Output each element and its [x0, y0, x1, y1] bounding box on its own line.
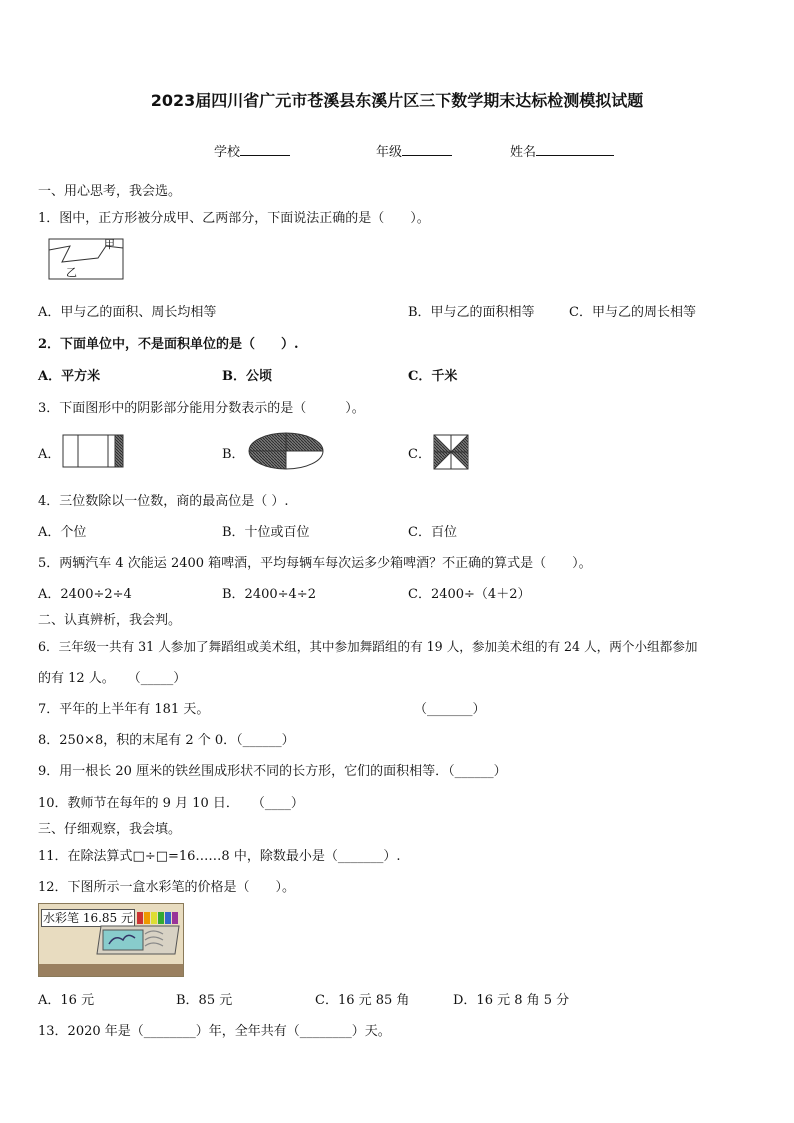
q12-option-c[interactable]: C．16 元 85 角 [315, 993, 410, 1008]
school-label: 学校 [214, 145, 241, 160]
q4-stem: 4．三位数除以一位数，商的最高位是（ ）. [38, 494, 289, 509]
page-title: 2023届四川省广元市苍溪县东溪片区三下数学期末达标检测模拟试题 [150, 91, 644, 110]
q5-option-a[interactable]: A．2400÷2÷4 [38, 587, 132, 602]
section-3-heading: 三、仔细观察，我会填。 [38, 822, 182, 837]
q3-option-c[interactable]: C． [408, 447, 431, 462]
grade-label: 年级 [376, 145, 403, 160]
q7-stem: 7．平年的上半年有 181 天。 [38, 702, 210, 717]
grade-field[interactable] [376, 141, 452, 160]
school-field[interactable] [214, 141, 290, 160]
q12-option-a[interactable]: A．16 元 [38, 993, 95, 1008]
q10-stem[interactable]: 10．教师节在每年的 9 月 10 日． （____） [38, 796, 304, 811]
q12-option-d[interactable]: D．16 元 8 角 5 分 [453, 993, 570, 1008]
q12-marker-box-icon [39, 904, 183, 976]
q1-option-b[interactable]: B．甲与乙的面积相等 [408, 305, 535, 320]
q1-option-c[interactable]: C．甲与乙的周长相等 [569, 305, 696, 320]
section-2-heading: 二、认真辨析，我会判。 [38, 613, 182, 628]
q7-answer-blank[interactable]: （_______） [414, 702, 486, 717]
q4-option-c[interactable]: C．百位 [408, 525, 457, 540]
q13-stem[interactable]: 13．2020 年是（________）年，全年共有（________）天。 [38, 1024, 391, 1039]
q2-option-c[interactable]: C．千米 [408, 369, 458, 384]
q3-option-a[interactable]: A． [38, 447, 61, 462]
q5-option-c[interactable]: C．2400÷（4＋2） [408, 587, 531, 602]
q3-option-b[interactable]: B． [222, 447, 245, 462]
q2-option-b[interactable]: B．公顷 [222, 369, 272, 384]
q9-stem[interactable]: 9．用一根长 20 厘米的铁丝围成形状不同的长方形，它们的面积相等．（______） [38, 764, 507, 779]
q12-stem: 12．下图所示一盒水彩笔的价格是（ ）。 [38, 880, 296, 895]
q3-figure-b-ellipse [247, 431, 325, 471]
q8-stem[interactable]: 8．250×8，积的末尾有 2 个 0．（______） [38, 733, 295, 748]
q4-option-a[interactable]: A．个位 [38, 525, 87, 540]
q12-option-b[interactable]: B．85 元 [176, 993, 233, 1008]
q6-line-2[interactable]: 的有 12 人。 （_____） [38, 671, 187, 686]
q6-line-1: 6．三年级一共有 31 人参加了舞蹈组或美术组，其中参加舞蹈组的有 19 人，参加美术组的有 24 人，两个小组都参加 [38, 639, 698, 654]
q5-stem: 5．两辆汽车 4 次能运 2400 箱啤酒，平均每辆车每次运多少箱啤酒？不正确的算式是（ ）。 [38, 556, 592, 571]
q1-figure-label-jia: 甲 [104, 238, 115, 251]
q11-stem[interactable]: 11．在除法算式□÷□=16……8 中，除数最小是（_______）. [38, 849, 401, 864]
grade-blank[interactable] [402, 143, 452, 156]
name-label: 姓名 [510, 145, 537, 160]
q3-stem: 3．下面图形中的阴影部分能用分数表示的是（ ）。 [38, 401, 365, 416]
q2-option-a[interactable]: A．平方米 [38, 369, 101, 384]
q3-figure-a-rectangle [62, 434, 124, 468]
school-blank[interactable] [240, 143, 290, 156]
name-field[interactable] [510, 141, 614, 160]
q4-option-b[interactable]: B．十位或百位 [222, 525, 310, 540]
q2-stem: 2．下面单位中，不是面积单位的是（ ）. [38, 337, 299, 352]
q3-figure-c-square [433, 434, 469, 470]
q1-figure-label-yi: 乙 [66, 266, 77, 279]
q12-marker-box-picture [38, 903, 184, 977]
q12-price-label: 水彩笔 16.85 元 [41, 909, 135, 927]
q1-stem: 1．图中，正方形被分成甲、乙两部分，下面说法正确的是（ ）。 [38, 211, 430, 226]
q1-option-a[interactable]: A．甲与乙的面积、周长均相等 [38, 305, 217, 320]
name-blank[interactable] [536, 143, 614, 156]
section-1-heading: 一、用心思考，我会选。 [38, 184, 182, 199]
q5-option-b[interactable]: B．2400÷4÷2 [222, 587, 316, 602]
